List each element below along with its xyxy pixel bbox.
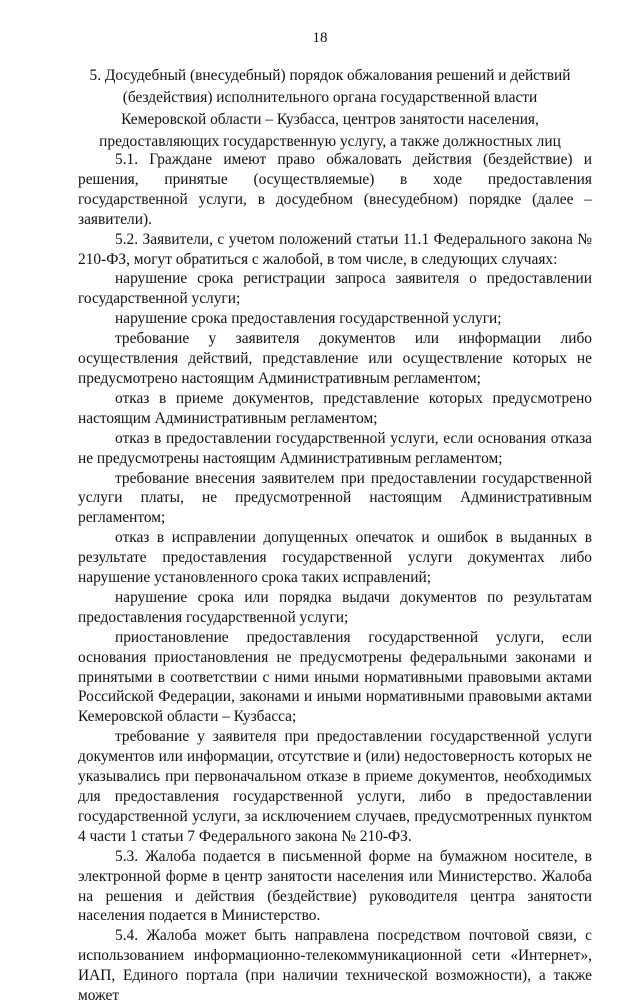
paragraph-5-3: 5.3. Жалоба подается в письменной форме на бумажном носителе, в электронной форме в центр занятости населения или Министерство. Жалоба на решения и действия (бездействие) руководителя центра занятости населения подается в Министерство. [78, 847, 592, 925]
list-item: требование у заявителя при предоставлении государственной услуги документов или информации, отсутствие и (или) недостоверность которых не указывались при первоначальном отказе в приеме документов, необходимых для предоставления государственной услуги, либо в предоставлении государственной услуги, за исключением случаев, предусмотренных пунктом 4 части 1 статьи 7 Федерального закона № 210-ФЗ. [78, 728, 592, 845]
heading-line: (бездействия) исполнительного органа государственной власти [122, 89, 538, 106]
list-item: отказ в приеме документов, представление которых предусмотрено настоящим Административным регламентом; [78, 389, 592, 427]
list-item: нарушение срока регистрации запроса заявителя о предоставлении государственной услуги; [78, 270, 592, 308]
list-item: отказ в исправлении допущенных опечаток и ошибок в выданных в результате предоставления государственной услуги документах либо нарушение установленного срока таких исправлений; [78, 529, 592, 587]
body-text [78, 150, 592, 1006]
paragraph-5-4: 5.4. Жалоба может быть направлена посредством почтовой связи, с использованием информационно-телекоммуникационной сети «Интернет», ИАП, Единого портала (при наличии технической возможности), а также может [78, 927, 592, 1005]
heading-line: предоставляющих государственную услугу, а также должностных лиц [99, 133, 561, 150]
paragraph-5-2: 5.2. Заявители, с учетом положений статьи 11.1 Федерального закона № 210-ФЗ, могут обратиться с жалобой, в том числе, в следующих случаях: [78, 230, 592, 268]
section-heading [80, 65, 580, 153]
heading-line: Кемеровской области – Кузбасса, центров занятости населения, [121, 111, 539, 128]
page-number: 18 [312, 30, 328, 46]
list-item: отказ в предоставлении государственной услуги, если основания отказа не предусмотрены настоящим Административным регламентом; [78, 429, 592, 467]
list-item: нарушение срока или порядка выдачи документов по результатам предоставления государственной услуги; [78, 588, 592, 626]
heading-line: 5. Досудебный (внесудебный) порядок обжалования решений и действий [89, 67, 571, 84]
list-item: требование внесения заявителем при предоставлении государственной услуги платы, не предусмотренной настоящим Административным регламентом; [78, 469, 592, 527]
paragraph-5-1: 5.1. Граждане имеют право обжаловать действия (бездействие) и решения, принятые (осуществляемые) в ходе предоставления государственной услуги, в досудебном (внесудебном) порядке (далее – заявители). [78, 151, 592, 228]
list-item: требование у заявителя документов или информации либо осуществления действий, представление или осуществление которых не предусмотрено настоящим Административным регламентом; [78, 330, 592, 387]
list-item: нарушение срока предоставления государственной услуги; [115, 310, 502, 328]
list-item: приостановление предоставления государственной услуги, если основания приостановления не предусмотрены федеральными законами и принятыми в соответствии с ними иными нормативными правовыми актами Российской Федерации, законами и иными нормативными правовыми актами Кемеровской области – Кузбасса; [78, 628, 592, 726]
